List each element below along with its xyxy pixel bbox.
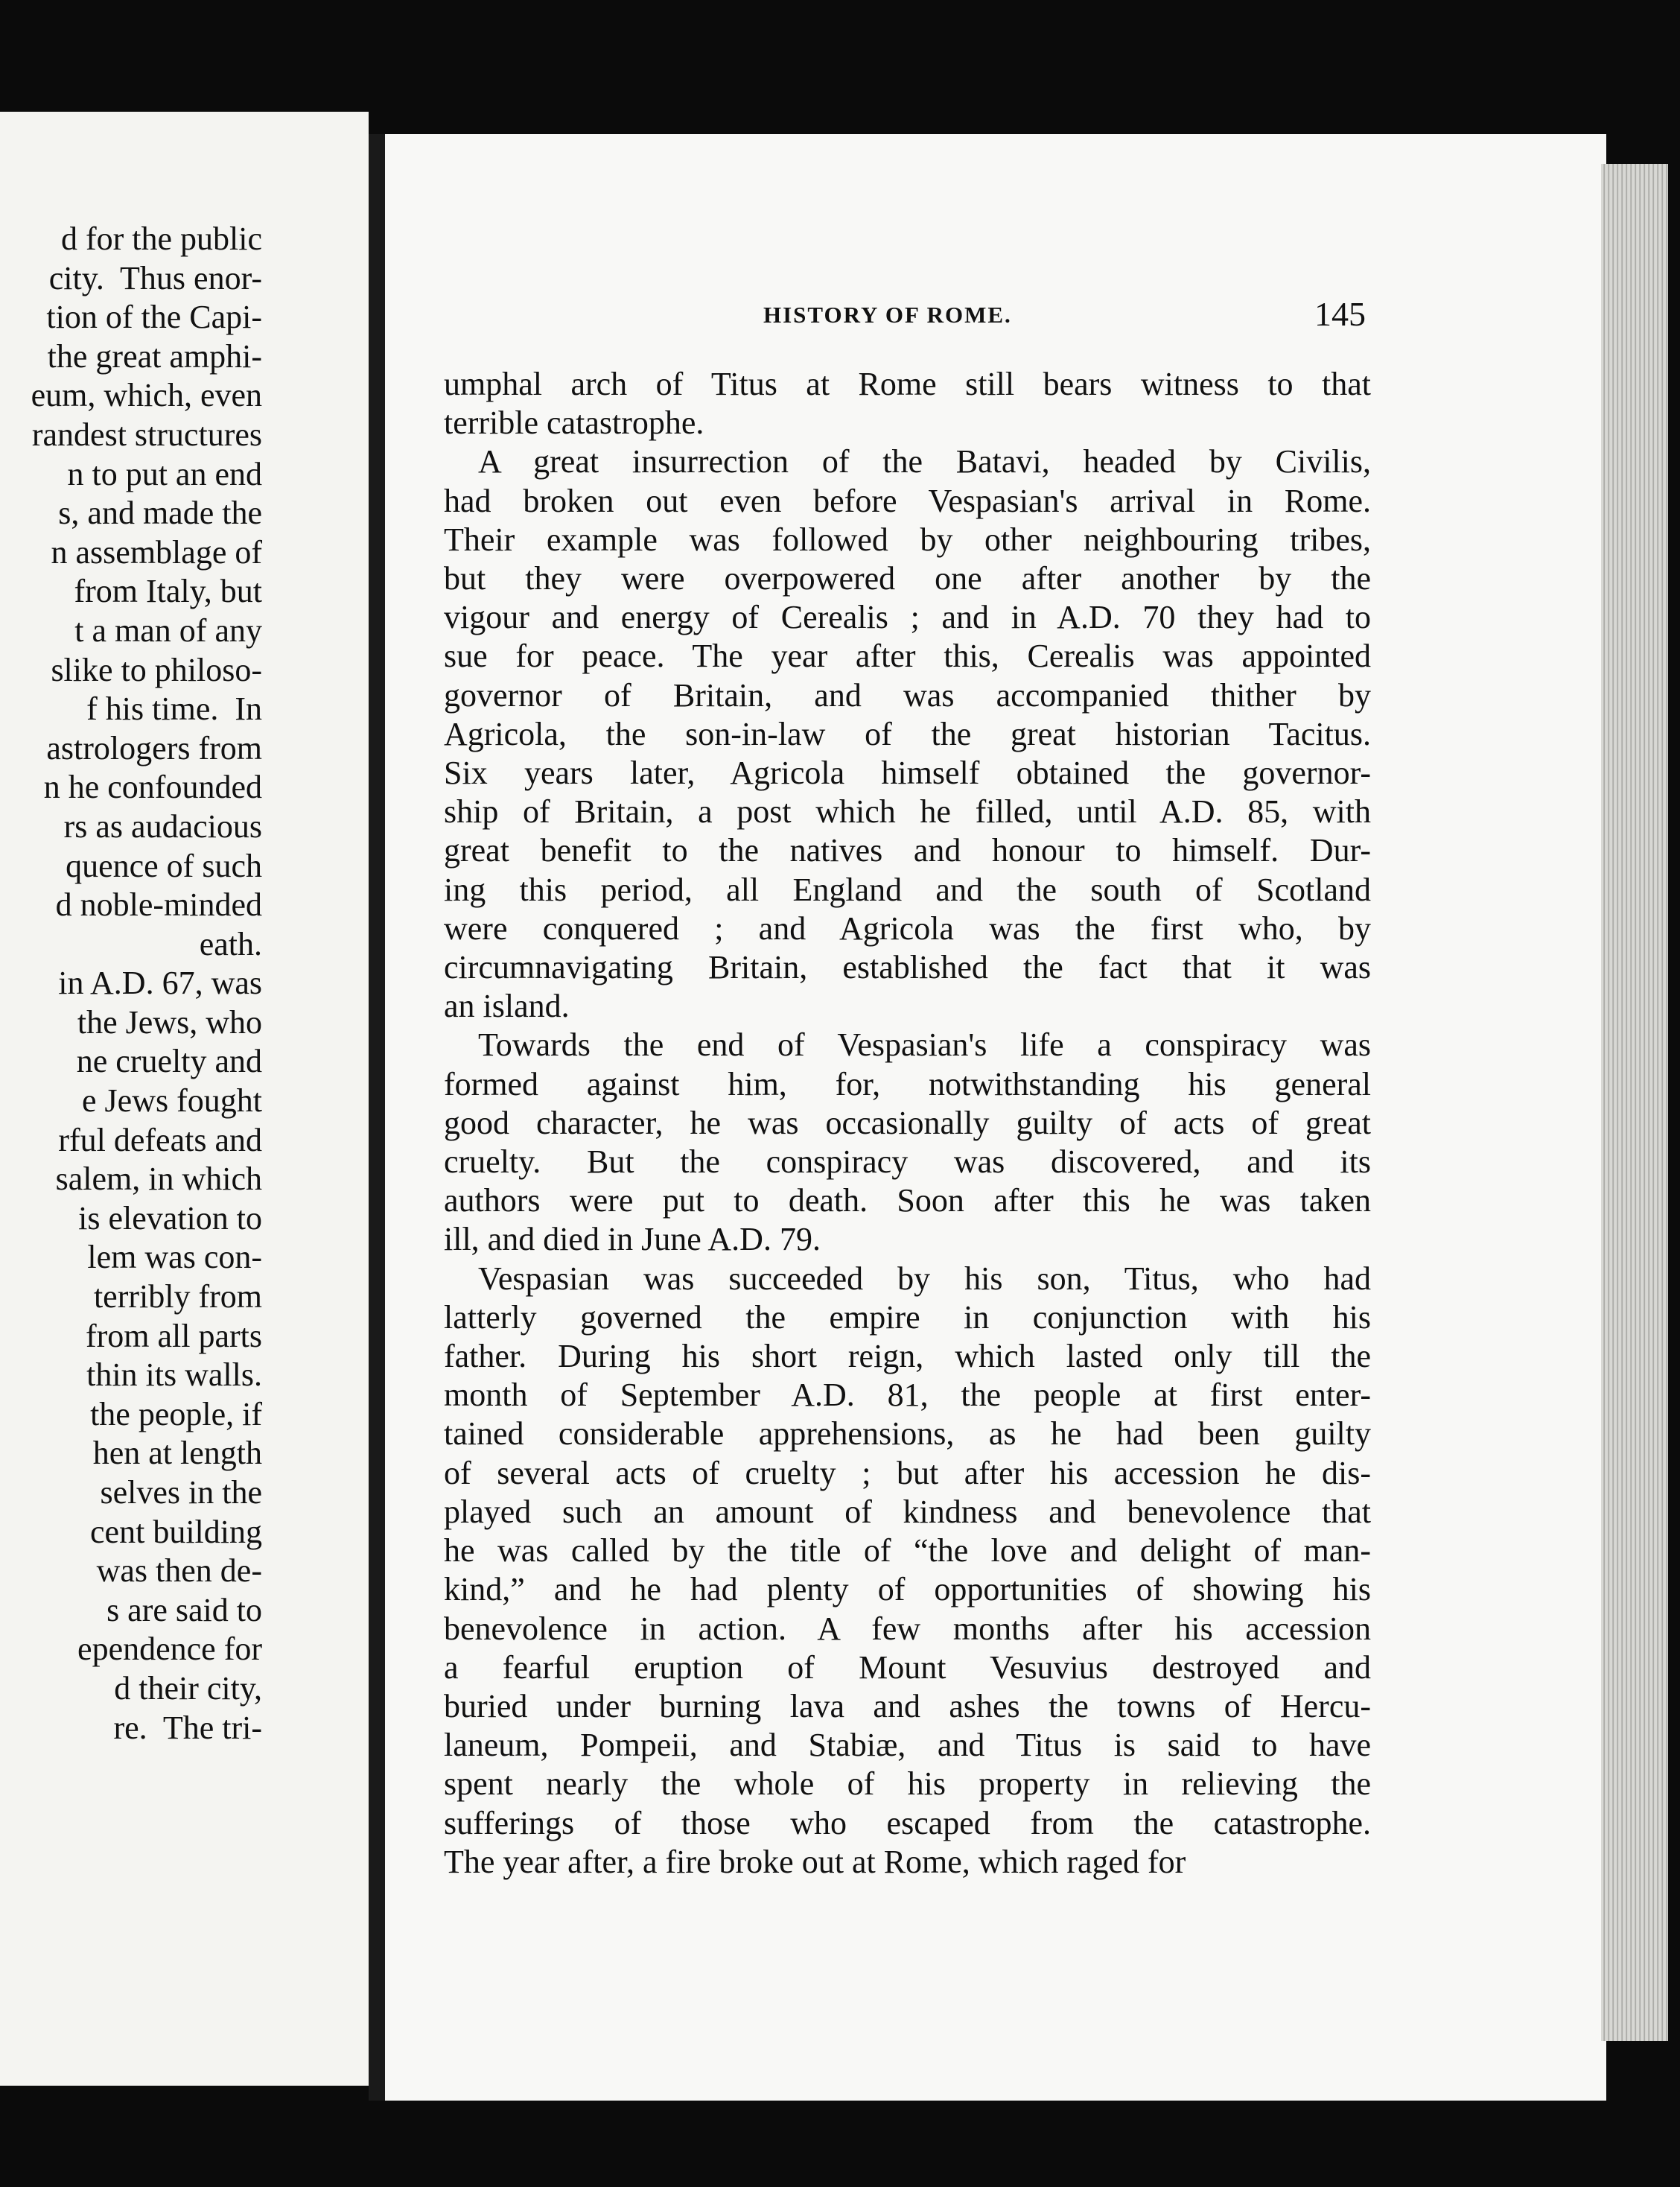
text-line: great benefit to the natives and honour to himself. Dur- <box>444 832 1371 869</box>
left-page-line: ependence for <box>77 1631 262 1668</box>
left-page-line: terribly from <box>93 1278 262 1315</box>
left-page-line: cent building <box>90 1513 262 1550</box>
text-line: The year after, a fire broke out at Rome, which raged for <box>444 1843 1186 1880</box>
text-line: authors were put to death. Soon after this he was taken <box>444 1182 1371 1219</box>
text-line: sufferings of those who escaped from the catastrophe. <box>444 1804 1371 1841</box>
left-page-line: the people, if <box>90 1395 262 1432</box>
text-line: spent nearly the whole of his property in relieving the <box>444 1765 1371 1803</box>
left-page-line: ne cruelty and <box>76 1043 262 1080</box>
text-line: latterly governed the empire in conjunction with his <box>444 1298 1371 1336</box>
left-page-line: city. Thus enor- <box>48 259 262 296</box>
text-line: kind,” and he had plenty of opportunities of showing his <box>444 1571 1371 1608</box>
text-line: ill, and died in June A.D. 79. <box>444 1221 821 1258</box>
left-page-line: astrologers from <box>46 729 262 766</box>
left-page-line: eum, which, even <box>31 377 262 414</box>
left-page-line: eath. <box>199 925 262 962</box>
left-page-line: thin its walls. <box>86 1356 262 1394</box>
left-page-line: quence of such <box>66 847 262 884</box>
left-page-line: e Jews fought <box>82 1082 262 1120</box>
text-line: ing this period, all England and the south of Scotland <box>444 871 1371 908</box>
paragraph <box>444 442 1371 1026</box>
left-page-line: was then de- <box>96 1552 262 1590</box>
text-line: cruelty. But the conspiracy was discovered, and its <box>444 1143 1371 1181</box>
text-line: A great insurrection of the Batavi, headed by Civilis, <box>478 443 1371 480</box>
body-text <box>444 365 1371 1882</box>
left-page-line: n assemblage of <box>51 533 262 571</box>
text-line: good character, he was occasionally guilty of acts of great <box>444 1104 1371 1141</box>
text-line: circumnavigating Britain, established the fact that it was <box>444 949 1371 986</box>
text-line: ship of Britain, a post which he filled, until A.D. 85, with <box>444 793 1371 831</box>
text-line: were conquered ; and Agricola was the first who, by <box>444 910 1371 947</box>
text-line: Six years later, Agricola himself obtained the governor- <box>444 755 1371 792</box>
text-line: formed against him, for, notwithstanding his general <box>444 1065 1371 1102</box>
left-page-line: re. The tri- <box>113 1709 262 1746</box>
left-page-line: n he confounded <box>43 769 262 806</box>
paragraph <box>444 1260 1371 1882</box>
left-page-line: s, and made the <box>58 495 262 532</box>
text-line: he was called by the title of “the love and delight of man- <box>444 1532 1371 1569</box>
text-line: sue for peace. The year after this, Cerealis was appointed <box>444 638 1371 675</box>
text-line: buried under burning lava and ashes the towns of Hercu- <box>444 1687 1371 1724</box>
text-line: governor of Britain, and was accompanied thither by <box>444 676 1371 714</box>
left-page-line: d for the public <box>60 220 262 257</box>
text-line: month of September A.D. 81, the people at first enter- <box>444 1377 1371 1414</box>
paragraph <box>444 1026 1371 1259</box>
text-line: terrible catastrophe. <box>444 404 704 442</box>
page-number: 145 <box>1314 295 1366 333</box>
text-line: Their example was followed by other neighbouring tribes, <box>444 521 1371 558</box>
left-page-line: from Italy, but <box>74 573 262 610</box>
text-line: father. During his short reign, which lasted only till the <box>444 1338 1371 1375</box>
book-gutter <box>369 134 385 2101</box>
text-line: Agricola, the son-in-law of the great historian Tacitus. <box>444 715 1371 752</box>
text-line: Towards the end of Vespasian's life a conspiracy was <box>478 1026 1371 1064</box>
left-page-line: d their city, <box>114 1669 262 1707</box>
left-page-line: n to put an end <box>67 455 262 492</box>
text-line: laneum, Pompeii, and Stabiæ, and Titus is said to have <box>444 1727 1371 1764</box>
left-page-line: t a man of any <box>74 612 262 649</box>
paragraph <box>444 365 1371 442</box>
text-line: but they were overpowered one after another by the <box>444 560 1371 597</box>
left-page-line: lem was con- <box>87 1239 262 1276</box>
left-page-line: salem, in which <box>55 1161 262 1198</box>
left-page-line: d noble-minded <box>55 886 262 924</box>
left-page-line: s are said to <box>106 1591 262 1628</box>
text-line: Vespasian was succeeded by his son, Titus, who had <box>478 1260 1371 1297</box>
left-page-line: is elevation to <box>78 1199 262 1237</box>
text-line: umphal arch of Titus at Rome still bears witness to that <box>444 366 1371 402</box>
left-page-line: f his time. In <box>86 691 262 728</box>
text-line: tained considerable apprehensions, as he had been guilty <box>444 1415 1371 1453</box>
left-page-line: from all parts <box>85 1317 262 1354</box>
text-line: played such an amount of kindness and benevolence that <box>444 1493 1371 1530</box>
text-line: a fearful eruption of Mount Vesuvius destroyed and <box>444 1648 1371 1686</box>
left-page-line: selves in the <box>100 1474 262 1511</box>
left-page-line: tion of the Capi- <box>46 299 262 336</box>
left-page-text <box>0 220 262 1748</box>
left-page-line: slike to philoso- <box>51 651 262 688</box>
running-header: HISTORY OF ROME. <box>763 302 1012 328</box>
left-page-line: in A.D. 67, was <box>58 965 262 1002</box>
text-line: vigour and energy of Cerealis ; and in A.D. 70 they had to <box>444 599 1371 636</box>
left-page-line: rful defeats and <box>58 1121 262 1158</box>
text-line: benevolence in action. A few months after his accession <box>444 1610 1371 1647</box>
left-page-line: randest structures <box>31 416 262 453</box>
left-page-line: the Jews, who <box>77 1003 262 1041</box>
text-line: of several acts of cruelty ; but after his accession he dis- <box>444 1454 1371 1491</box>
page-edges <box>1601 164 1668 2041</box>
left-page-line: rs as audacious <box>63 807 262 845</box>
left-page-line: the great amphi- <box>47 337 262 375</box>
text-line: had broken out even before Vespasian's arrival in Rome. <box>444 482 1371 519</box>
text-line: an island. <box>444 988 570 1025</box>
left-page-line: hen at length <box>92 1435 262 1472</box>
